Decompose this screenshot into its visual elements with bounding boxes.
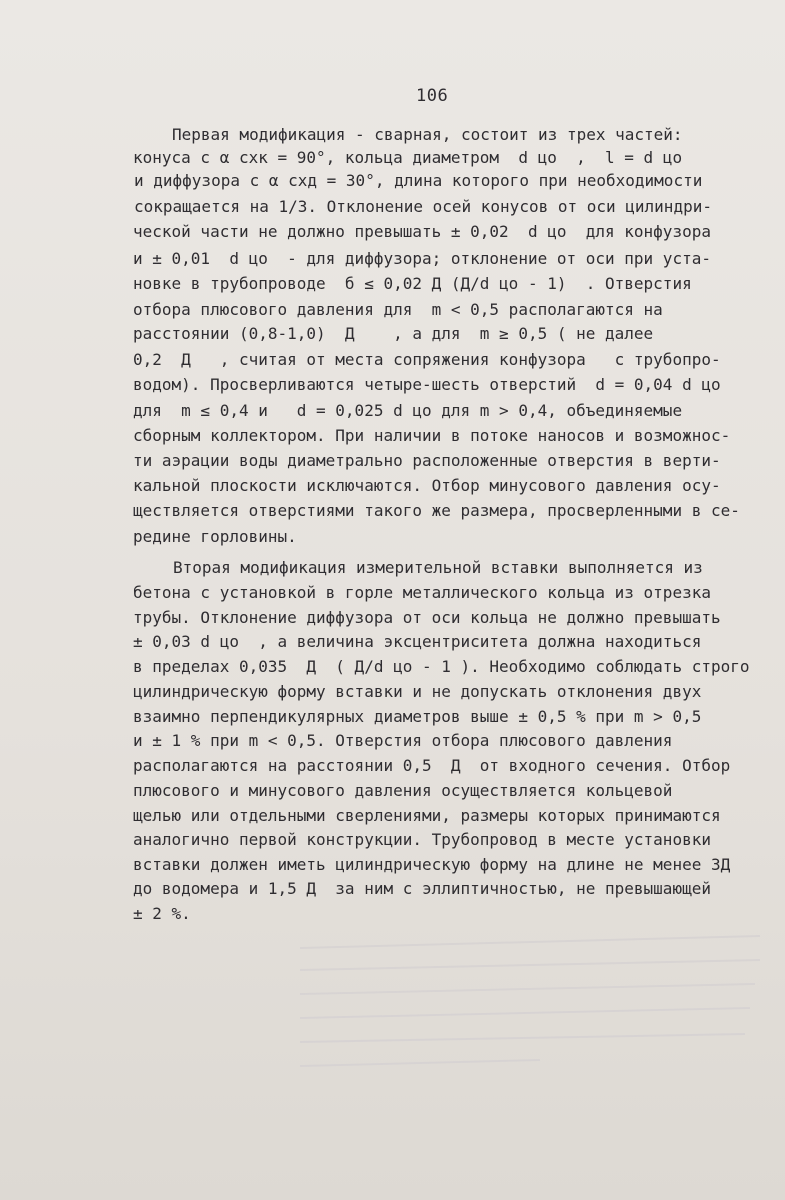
text-line: конуса с α схк = 90°, кольца диаметром d цо , l = d цо — [133, 148, 683, 167]
text-line: располагаются на расстоянии 0,5 Д от входного сечения. Отбор — [133, 756, 731, 775]
text-line: трубы. Отклонение диффузора от оси кольца не должно превышать — [133, 608, 721, 627]
text-line: для m ≤ 0,4 и d = 0,025 d цо для m > 0,4, объединяемые — [133, 401, 683, 420]
text-line: ± 2 %. — [133, 904, 191, 923]
text-line: Первая модификация - сварная, состоит из трех частей: — [172, 125, 683, 144]
text-line: кальной плоскости исключаются. Отбор минусового давления осу- — [133, 476, 721, 495]
text-line: водом). Просверливаются четыре-шесть отверстий d = 0,04 d цо — [133, 375, 721, 394]
text-line: в пределах 0,035 Д ( Д/d цо - 1 ). Необходимо соблюдать строго — [133, 657, 750, 676]
text-line: ± 0,03 d цо , а величина эксцентриситета должна находиться — [133, 632, 702, 651]
text-line: и ± 0,01 d цо - для диффузора; отклонение от оси при уста- — [133, 249, 711, 268]
text-line: ческой части не должно превышать ± 0,02 d цо для конфузора — [133, 222, 711, 241]
text-line: новке в трубопроводе б ≤ 0,02 Д (Д/d цо - 1) . Отверстия — [133, 274, 692, 293]
text-line: расстоянии (0,8-1,0) Д , а для m ≥ 0,5 ( не далее — [133, 324, 654, 343]
text-line: и ± 1 % при m < 0,5. Отверстия отбора плюсового давления — [133, 731, 673, 750]
text-line: бетона с установкой в горле металлического кольца из отрезка — [133, 583, 711, 602]
text-line: ти аэрации воды диаметрально расположенные отверстия в верти- — [133, 451, 721, 470]
text-line: сборным коллектором. При наличии в потоке наносов и возможнос- — [133, 426, 731, 445]
text-line: 0,2 Д , считая от места сопряжения конфузора с трубопро- — [133, 350, 721, 369]
text-line: щелью или отдельными сверлениями, размеры которых принимаются — [133, 806, 721, 825]
text-line: плюсового и минусового давления осуществляется кольцевой — [133, 781, 673, 800]
text-line: до водомера и 1,5 Д за ним с эллиптичностью, не превышающей — [133, 879, 711, 898]
text-line: Вторая модификация измерительной вставки выполняется из — [173, 558, 703, 577]
text-line: вставки должен иметь цилиндрическую форму на длине не менее 3Д — [133, 855, 731, 874]
text-line: редине горловины. — [133, 527, 297, 546]
text-line: взаимно перпендикулярных диаметров выше ± 0,5 % при m > 0,5 — [133, 707, 702, 726]
text-line: и диффузора с α схд = 30°, длина которого при необходимости — [134, 171, 703, 190]
text-line: отбора плюсового давления для m < 0,5 располагаются на — [133, 300, 663, 319]
text-line: цилиндрическую форму вставки и не допускать отклонения двух — [133, 682, 702, 701]
text-line: аналогично первой конструкции. Трубопровод в месте установки — [133, 830, 711, 849]
text-line: ществляется отверстиями такого же размера, просверленными в се- — [133, 501, 740, 520]
text-line: сокращается на 1/3. Отклонение осей конусов от оси цилиндри- — [134, 197, 712, 216]
page-number: 106 — [416, 86, 449, 106]
